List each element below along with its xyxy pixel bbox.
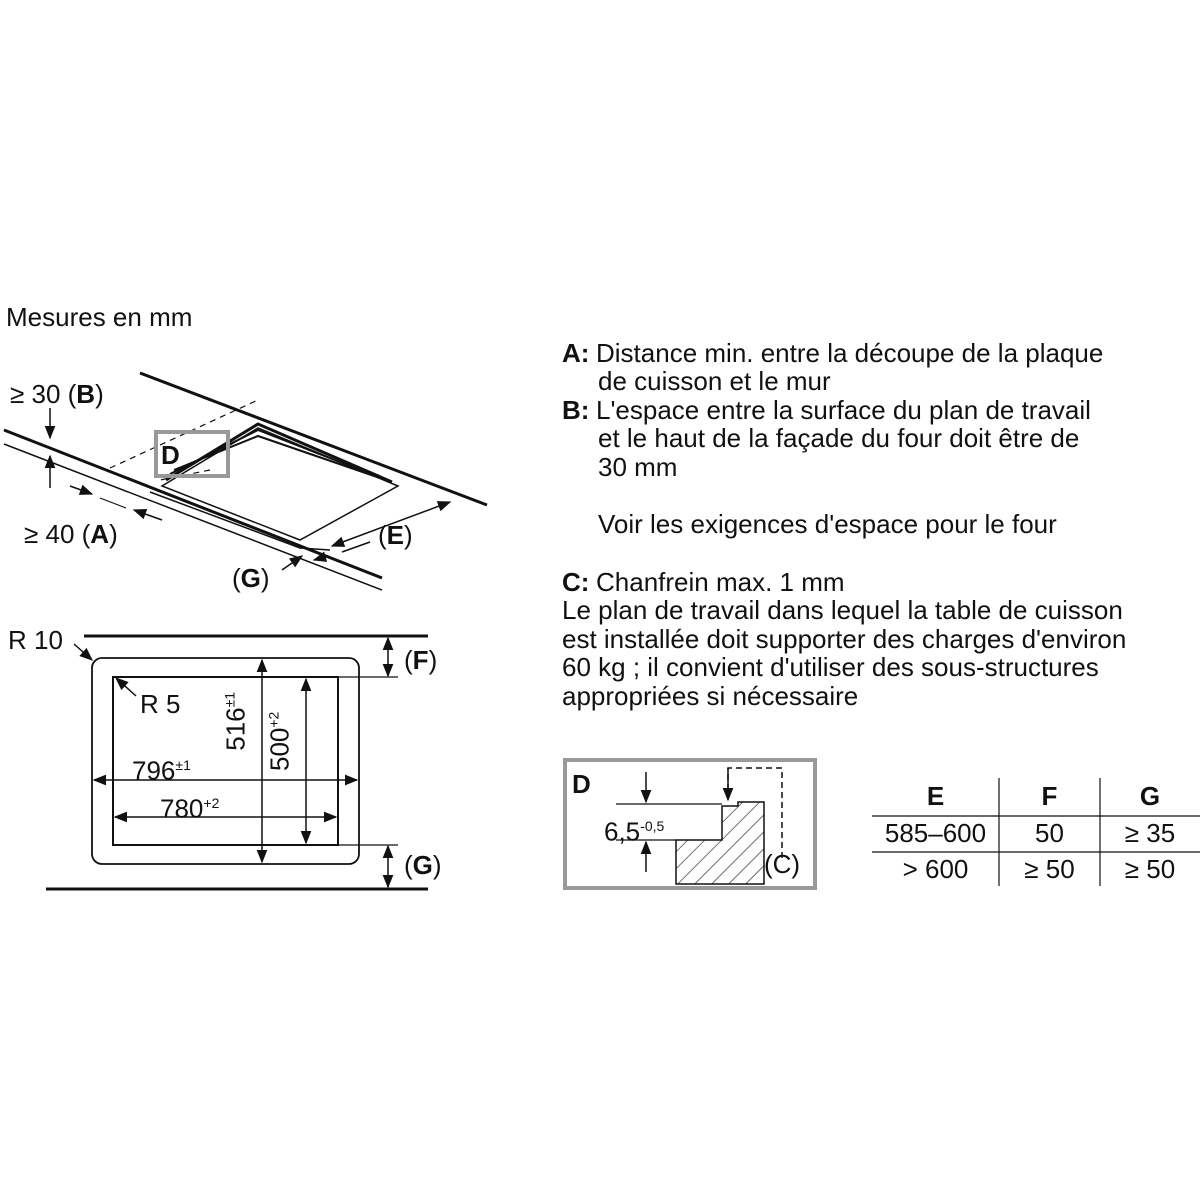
g-spacing-suffix: ) — [260, 563, 270, 593]
table-cell-r2-e: > 600 — [902, 854, 969, 884]
chamfer-depth-value: 6,5 — [604, 816, 641, 847]
a-spacing-prefix: ≥ 40 ( — [24, 519, 91, 549]
note-c-line-2: est installée doit supporter des charges d'environ — [562, 624, 1127, 654]
g-dimension-arrow-2 — [314, 556, 328, 560]
g-bottom-suffix: ) — [432, 850, 442, 880]
g-spacing-prefix: ( — [232, 563, 241, 593]
height-516-tolerance: ±1 — [221, 691, 238, 708]
width-796-label — [132, 751, 191, 786]
hob-edge-3 — [174, 436, 380, 478]
r5-pointer — [116, 678, 136, 696]
note-b-extra: Voir les exigences d'espace pour le four — [598, 509, 1057, 539]
r10-pointer — [74, 644, 92, 660]
note-c-key: C: — [562, 567, 590, 597]
units-note: Mesures en mm — [6, 302, 193, 332]
radius-10-label: R 10 — [8, 625, 63, 655]
note-b — [562, 396, 1091, 425]
a-spacing-suffix: ) — [109, 519, 118, 549]
f-spacing-label — [404, 646, 437, 675]
note-b-line-2: et le haut de la façade du four doit être de — [598, 423, 1080, 453]
note-a-line-1: Distance min. entre la découpe de la plaque — [596, 338, 1104, 368]
f-spacing-suffix: ) — [428, 645, 438, 675]
table-cell-r1-g: ≥ 35 — [1124, 818, 1176, 848]
chamfer-depth-tolerance: -0,5 — [640, 818, 665, 834]
note-c-line-1: Le plan de travail dans lequel la table de cuisson — [562, 595, 1123, 625]
width-780-value: 780 — [160, 793, 204, 824]
height-516-value: 516 — [220, 707, 251, 751]
g-bottom-letter: G — [412, 850, 433, 880]
b-spacing-letter: B — [76, 379, 96, 409]
e-spacing-label — [378, 521, 413, 550]
table-cell-r1-e: 585–600 — [884, 818, 987, 848]
note-a-line-2: de cuisson et le mur — [598, 366, 831, 396]
height-516-label — [216, 676, 251, 766]
note-c — [562, 568, 845, 597]
height-500-label — [260, 696, 295, 786]
b-spacing-suffix: ) — [95, 379, 104, 409]
g-dimension-arrow — [282, 556, 302, 570]
detail-d-marker: D — [161, 440, 180, 470]
g-spacing-label-bottom — [404, 851, 442, 880]
b-spacing-prefix: ≥ 30 ( — [10, 379, 77, 409]
height-500-tolerance: +2 — [265, 711, 282, 728]
a-spacing-letter: A — [90, 519, 110, 549]
height-500-value: 500 — [264, 727, 295, 772]
width-780-tolerance: +2 — [203, 795, 220, 811]
table-header-e: E — [926, 781, 945, 811]
note-c-line-3: 60 kg ; il convient d'utiliser des sous-structures — [562, 652, 1099, 682]
g-spacing-label-top — [232, 564, 270, 593]
table-cell-r2-f: ≥ 50 — [1024, 854, 1075, 884]
note-c-first: Chanfrein max. 1 mm — [596, 567, 845, 597]
e-dimension-arrow-b — [342, 542, 370, 552]
table-header-f: F — [1041, 781, 1058, 811]
g-spacing-letter: G — [240, 563, 261, 593]
note-a — [562, 339, 1103, 368]
chamfer-c-label: (C) — [764, 849, 801, 879]
note-b-line-3: 30 mm — [598, 452, 678, 482]
note-b-key: B: — [562, 395, 590, 425]
hob-outline — [162, 428, 398, 540]
note-c-line-4: appropriées si nécessaire — [562, 681, 859, 711]
note-a-key: A: — [562, 338, 590, 368]
table-cell-r1-f: 50 — [1035, 818, 1064, 848]
chamfer-depth-label — [604, 812, 664, 847]
f-spacing-prefix: ( — [404, 645, 413, 675]
e-spacing-letter: E — [386, 520, 405, 550]
a-spacing-label — [24, 520, 118, 549]
worktop-section-hatched — [676, 802, 764, 884]
e-spacing-suffix: ) — [404, 520, 413, 550]
a-dimension-arrow — [70, 486, 92, 494]
b-spacing-label — [10, 380, 104, 409]
worktop-back-edge — [140, 373, 487, 505]
note-b-line-1: L'espace entre la surface du plan de travail — [596, 395, 1091, 425]
width-796-tolerance: ±1 — [175, 757, 191, 773]
a-dimension-arrow-2 — [134, 510, 162, 520]
width-796-value: 796 — [132, 755, 176, 786]
width-780-label — [160, 789, 219, 824]
radius-5-label: R 5 — [140, 689, 181, 719]
e-spacing-prefix: ( — [378, 520, 387, 550]
worktop-front-edge-inner — [4, 444, 382, 590]
table-header-g: G — [1139, 781, 1161, 811]
detail-d-title: D — [572, 769, 591, 799]
f-spacing-letter: F — [412, 645, 429, 675]
g-bottom-prefix: ( — [404, 850, 413, 880]
a-ext-line — [100, 498, 126, 508]
table-cell-r2-g: ≥ 50 — [1124, 854, 1176, 884]
